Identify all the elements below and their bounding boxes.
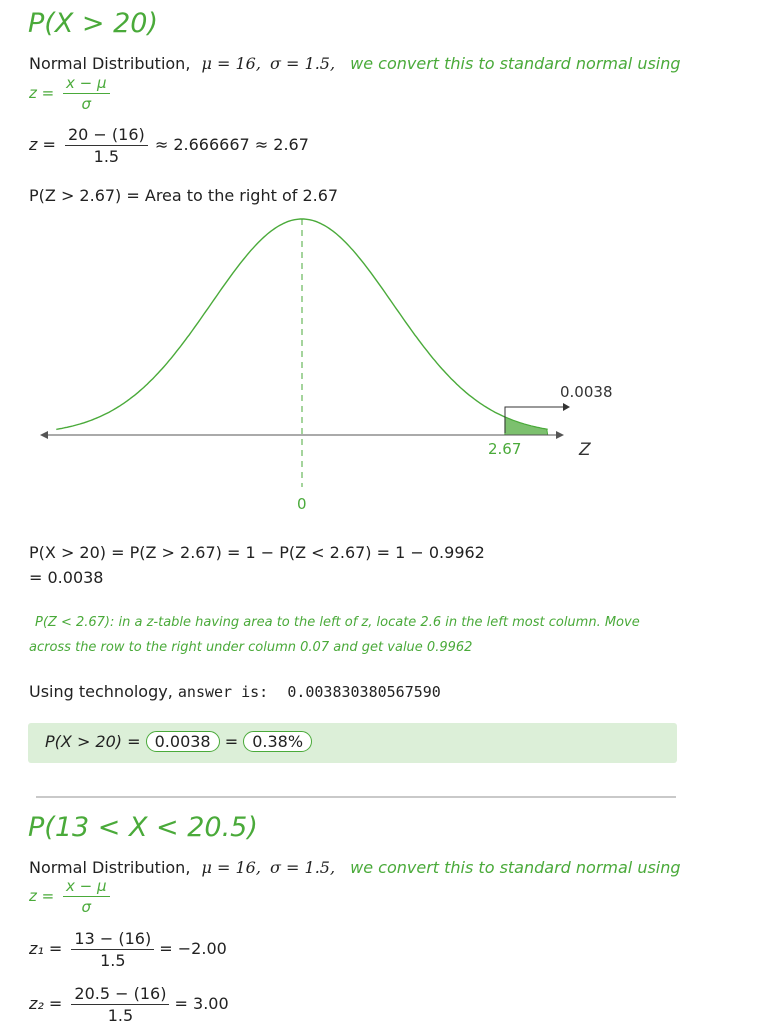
- z2-denominator: 1.5: [107, 1006, 134, 1025]
- normal-curve-graph: [0, 205, 776, 525]
- section-title-part1: P(X > 20): [28, 8, 158, 39]
- tech-label: Using technology,: [29, 682, 173, 701]
- axis-right-arrow: [556, 431, 564, 439]
- center-label: 0: [297, 495, 307, 513]
- z-formula-numerator: x − μ: [63, 74, 110, 94]
- answer-line-part1: [45, 731, 312, 752]
- z-formula-lhs: z =: [29, 887, 55, 905]
- z-value-label: 2.67: [488, 440, 522, 458]
- distribution-line-part2: [29, 858, 681, 877]
- axis-left-arrow: [40, 431, 48, 439]
- z-formula-denominator: σ: [81, 95, 92, 113]
- z1-lhs: z₁ =: [29, 939, 63, 958]
- dist-label: Normal Distribution,: [29, 858, 191, 877]
- dist-label: Normal Distribution,: [29, 54, 191, 73]
- z-formula-part2: [29, 877, 110, 916]
- convert-text: we convert this to standard normal using: [350, 858, 681, 877]
- z-formula-numerator: x − μ: [63, 877, 110, 897]
- distribution-line-part1: [29, 54, 681, 73]
- section-title-part2: P(13 < X < 20.5): [28, 812, 258, 843]
- convert-text: we convert this to standard normal using: [350, 54, 681, 73]
- answer-equals: =: [224, 732, 239, 751]
- shaded-tail-area: [505, 417, 548, 435]
- z-formula-part1: [29, 74, 110, 113]
- answer-lhs: P(X > 20) =: [45, 732, 141, 751]
- sigma-value: σ = 1.5,: [270, 858, 336, 877]
- technology-line: [29, 682, 441, 701]
- z2-calculation: [29, 984, 229, 1025]
- ztable-note-line-1: P(Z < 2.67): in a z-table having area to the left of z, locate 2.6 in the left most column. Move: [35, 615, 640, 630]
- calc-result: ≈ 2.666667 ≈ 2.67: [154, 135, 309, 154]
- z1-denominator: 1.5: [100, 951, 126, 970]
- z-formula-lhs: z =: [29, 84, 55, 102]
- tech-value: 0.003830380567590: [287, 683, 441, 701]
- mu-value: μ = 16,: [201, 858, 261, 877]
- z-formula-denominator: σ: [81, 898, 92, 916]
- z2-result: = 3.00: [174, 994, 229, 1013]
- area-statement: P(Z > 2.67) = Area to the right of 2.67: [29, 186, 339, 205]
- result-line-1: P(X > 20) = P(Z > 2.67) = 1 − P(Z < 2.67) = 1 − 0.9962: [29, 543, 485, 562]
- z1-result: = −2.00: [159, 939, 227, 958]
- tech-mono-label: answer is:: [177, 683, 269, 701]
- calc-lhs: z =: [29, 135, 56, 154]
- area-pointer-arrow: [563, 403, 570, 411]
- area-label: 0.0038: [560, 383, 613, 401]
- sigma-value: σ = 1.5,: [270, 54, 336, 73]
- z1-calculation: [29, 929, 227, 970]
- section-divider: [36, 796, 676, 798]
- mu-value: μ = 16,: [201, 54, 261, 73]
- z2-numerator: 20.5 − (16): [71, 984, 169, 1005]
- answer-percent: 0.38%: [243, 731, 312, 752]
- axis-label: Z: [579, 440, 591, 460]
- ztable-note-line-2: across the row to the right under column 0.07 and get value 0.9962: [29, 640, 473, 655]
- z1-numerator: 13 − (16): [71, 929, 154, 950]
- z2-lhs: z₂ =: [29, 994, 63, 1013]
- answer-decimal: 0.0038: [146, 731, 220, 752]
- z-calculation-part1: [29, 125, 309, 166]
- calc-numerator: 20 − (16): [65, 125, 148, 146]
- calc-denominator: 1.5: [93, 147, 120, 166]
- result-line-2: = 0.0038: [29, 568, 104, 587]
